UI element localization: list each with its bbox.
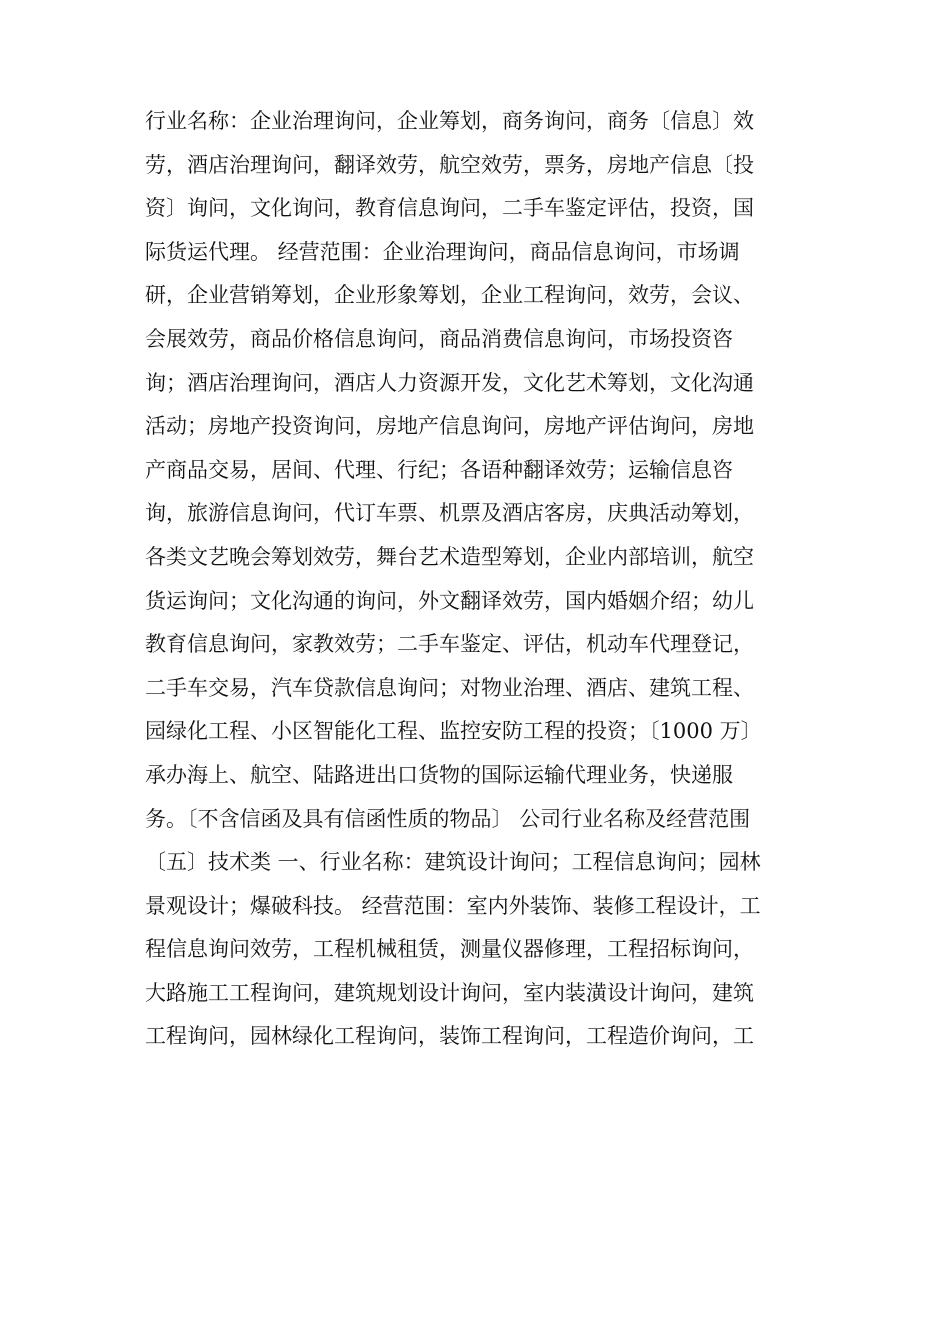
- text-line-12: 货运询问；文化沟通的询问，外文翻译效劳，国内婚姻介绍；幼儿: [145, 588, 754, 613]
- text-line-14: 二手车交易，汽车贷款信息询问；对物业治理、酒店、建筑工程、: [145, 675, 754, 700]
- text-line-16: 承办海上、航空、陆路进出口货物的国际运输代理业务，快递服: [145, 762, 733, 787]
- text-line-7: 询；酒店治理询问，酒店人力资源开发，文化艺术筹划，文化沟通: [145, 370, 754, 395]
- text-line-10: 询，旅游信息询问，代订车票、机票及酒店客房，庆典活动筹划，: [145, 501, 754, 526]
- body-text: [145, 100, 815, 1059]
- text-line-1: 行业名称：企业治理询问，企业筹划，商务询问，商务〔信息〕效: [145, 109, 754, 133]
- text-line-6: 会展效劳，商品价格信息询问，商品消费信息询问，市场投资咨: [145, 326, 733, 351]
- text-line-20: 程信息询问效劳，工程机械租赁，测量仪器修理，工程招标询问，: [145, 937, 754, 962]
- text-line-9: 产商品交易，居间、代理、行纪；各语种翻译效劳；运输信息咨: [145, 457, 733, 482]
- text-line-11: 各类文艺晚会筹划效劳，舞台艺术造型筹划，企业内部培训，航空: [145, 544, 754, 569]
- text-line-3: 资〕询问，文化询问，教育信息询问，二手车鉴定评估，投资，国: [145, 196, 754, 221]
- text-line-15: 园绿化工程、小区智能化工程、监控安防工程的投资；〔1000 万〕: [145, 719, 762, 744]
- text-line-8: 活动；房地产投资询问，房地产信息询问，房地产评估询问，房地: [145, 414, 754, 439]
- text-line-18: 〔五〕技术类 一、行业名称：建筑设计询问；工程信息询问；园林: [145, 850, 761, 875]
- text-line-4: 际货运代理。 经营范围：企业治理询问，商品信息询问，市场调: [145, 239, 740, 264]
- text-line-17: 务。〔不含信函及具有信函性质的物品〕 公司行业名称及经营范围: [145, 806, 751, 831]
- text-line-13: 教育信息询问，家教效劳；二手车鉴定、评估，机动车代理登记，: [145, 632, 754, 657]
- text-line-22: 工程询问，园林绿化工程询问，装饰工程询问，工程造价询问，工: [145, 1024, 754, 1049]
- text-line-19: 景观设计；爆破科技。 经营范围：室内外装饰、装修工程设计，工: [145, 893, 761, 918]
- text-line-2: 劳，酒店治理询问，翻译效劳，航空效劳，票务，房地产信息〔投: [145, 152, 754, 177]
- text-line-5: 研，企业营销筹划，企业形象筹划，企业工程询问，效劳，会议、: [145, 283, 754, 308]
- text-line-21: 大路施工工程询问，建筑规划设计询问，室内装潢设计询问，建筑: [145, 980, 754, 1005]
